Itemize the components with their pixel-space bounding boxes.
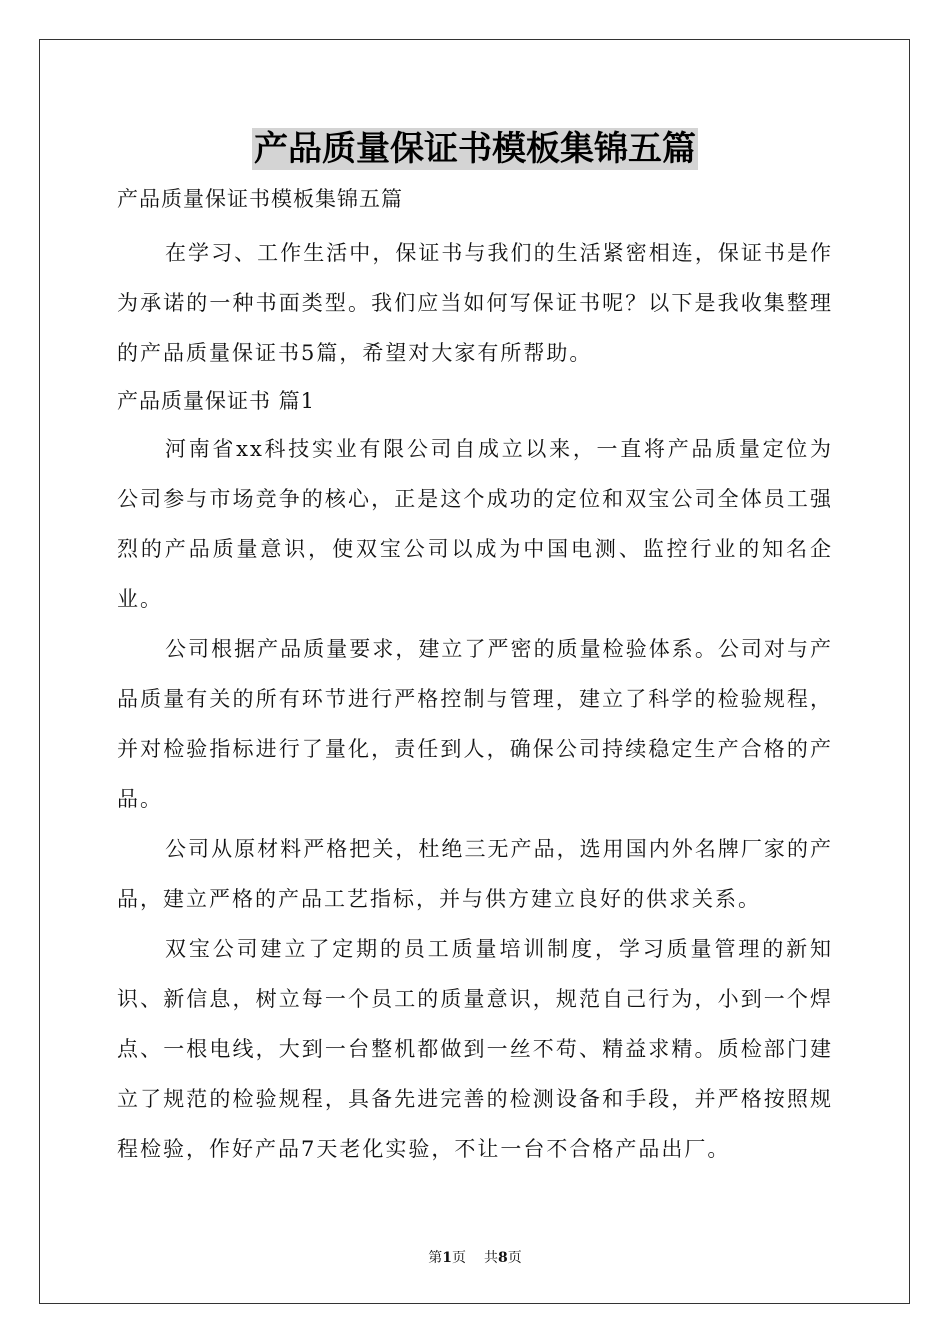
document-body xyxy=(117,178,833,1174)
page-footer xyxy=(0,1247,950,1267)
footer-page-prefix: 第 xyxy=(428,1250,443,1266)
body-paragraph-2: 公司根据产品质量要求，建立了严密的质量检验体系。公司对与产品质量有关的所有环节进行严格控制与管理，建立了科学的检验规程，并对检验指标进行了量化，责任到人，确保公司持续稳定生产合格的产品。 xyxy=(117,637,833,811)
footer-page-total: 8 xyxy=(498,1250,508,1266)
footer-total-prefix: 共 xyxy=(484,1250,498,1266)
body-paragraph-4: 双宝公司建立了定期的员工质量培训制度，学习质量管理的新知识、新信息，树立每一个员工的质量意识，规范自己行为，小到一个焊点、一根电线，大到一台整机都做到一丝不苟、精益求精。质检部门建立了规范的检验规程，具备先进完善的检测设备和手段，并严格按照规程检验，作好产品7天老化实验，不让一台不合格产品出厂。 xyxy=(117,937,833,1161)
body-paragraph-1: 河南省xx科技实业有限公司自成立以来，一直将产品质量定位为公司参与市场竞争的核心，正是这个成功的定位和双宝公司全体员工强烈的产品质量意识，使双宝公司以成为中国电测、监控行业的知名企业。 xyxy=(117,437,833,611)
body-paragraph-3: 公司从原材料严格把关，杜绝三无产品，选用国内外名牌厂家的产品，建立严格的产品工艺指标，并与供方建立良好的供求关系。 xyxy=(117,837,833,911)
footer-total-suffix: 页 xyxy=(507,1250,522,1266)
footer-page-suffix: 页 xyxy=(452,1250,466,1266)
footer-page-current: 1 xyxy=(442,1250,452,1266)
section-heading: 产品质量保证书 篇1 xyxy=(117,389,316,413)
document-title: 产品质量保证书模板集锦五篇 xyxy=(254,129,696,169)
subtitle-line: 产品质量保证书模板集锦五篇 xyxy=(117,187,403,211)
title-wrap xyxy=(0,128,950,170)
intro-paragraph: 在学习、工作生活中，保证书与我们的生活紧密相连，保证书是作为承诺的一种书面类型。我们应当如何写保证书呢？以下是我收集整理的产品质量保证书5篇，希望对大家有所帮助。 xyxy=(117,241,833,365)
